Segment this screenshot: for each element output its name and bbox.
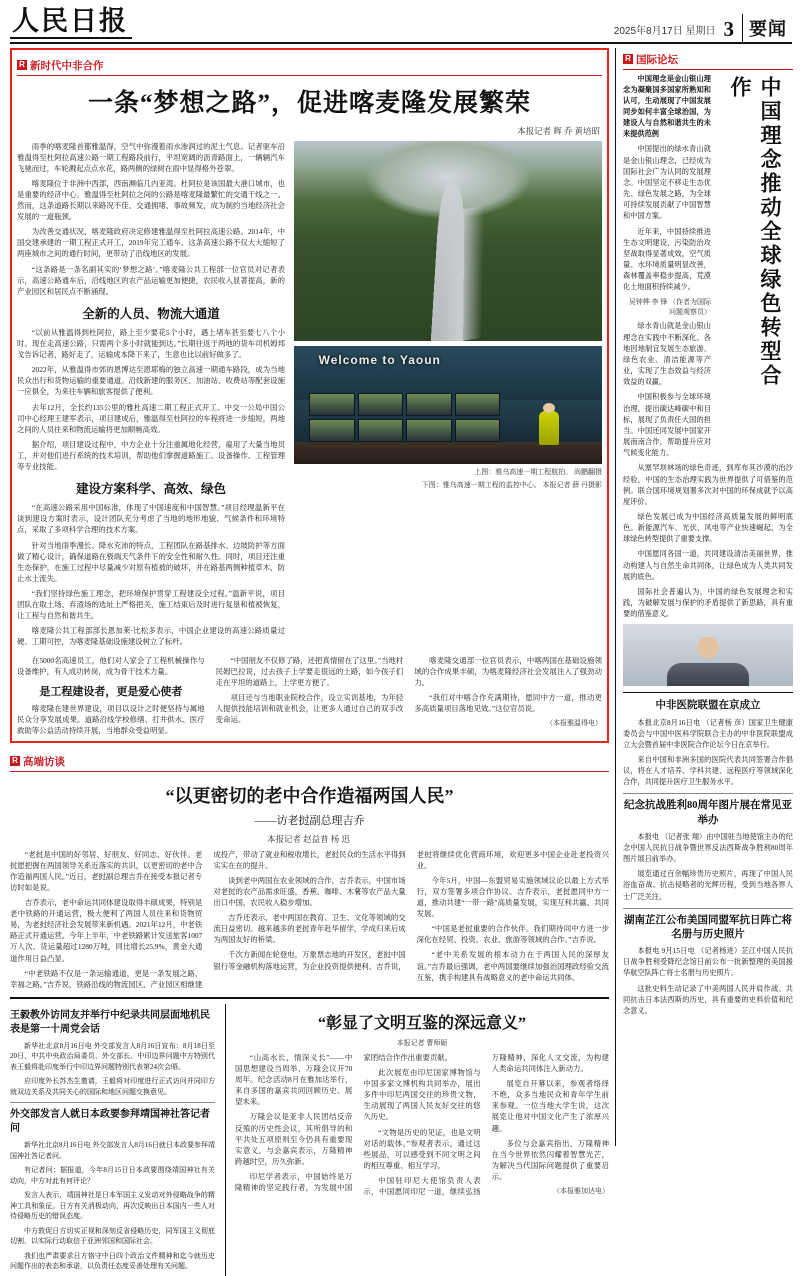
- publication-date: 2025年8月17日 星期日: [613, 25, 716, 37]
- sidebar-paragraph: 绿水青山就是金山银山理念在实践中不断深化。各地因地制宜发展生态旅游、绿色农业、清洁能源等产业，实现了生态效益与经济效益的双赢。: [623, 322, 711, 387]
- section-flag-gaoduanfangtan: [10, 754, 65, 769]
- flag-mark-icon: R: [623, 54, 633, 64]
- sidebar-paragraph: 中国愿同各国一道，共同建设清洁美丽世界，推动构建人与自然生命共同体，让绿色成为人类共同发展的底色。: [623, 550, 793, 581]
- bottom-mid-article: [225, 1004, 609, 1276]
- lead-paragraph: 去年12月，全长约135公里的雅杜高速二期工程正式开工。中交一公局中国公司中心经理王建军表示，项目建成后，雅温得至杜阿拉的车程将进一步缩短，两地之间的人员往来和物流运输将更加顺畅高效。: [17, 402, 285, 434]
- interview-paragraph: 吉乔还表示，老中两国在教育、卫生、文化等领域的交流日益密切。越来越多的老挝青年赴华留学，学成归来后成为两国友好的桥梁。: [213, 913, 406, 945]
- interview-flag-row: [10, 750, 609, 772]
- lead-article: [10, 48, 609, 743]
- sidebar-paragraph: 国际社会普遍认为，中国的绿色发展理念和实践，为破解发展与保护的矛盾提供了新思路，具有重要的借鉴意义。: [623, 587, 793, 619]
- monitor-screen: [406, 419, 451, 442]
- interview-paragraph: “中国是老挝重要的合作伙伴。我们期待同中方进一步深化在经贸、投资、农业、旅游等领域的合作。”吉乔说。: [416, 924, 609, 945]
- author-portrait-photo: [623, 624, 793, 686]
- bottom-mid-paragraph: 中国驻印尼大使馆负责人表示，中国愿同印尼一道，继续弘扬万隆精神，深化人文交流，为构建人类命运共同体注入新动力。: [363, 1052, 609, 1197]
- bottom-row: [10, 1004, 609, 1276]
- interview-paragraph: “老中关系发展的根本动力在于两国人民的深厚友谊。”吉乔最后强调，老中两国要继续加强治国理政经验交流互鉴，携手构建具有战略意义的老中命运共同体。: [416, 950, 609, 982]
- sidebar-paragraph: 近年来，中国持续推进生态文明建设，污染防治攻坚战取得显著成效，空气质量、水环境质量明显改善，森林覆盖率稳步提高，荒漠化土地面积持续减少。: [623, 227, 711, 292]
- hospital-item-headline: 中非医院联盟在京成立: [655, 700, 761, 712]
- brief-divider: [10, 1102, 215, 1103]
- lead-paragraph: “以前从雅温得到杜阿拉，路上至少要花5个小时，遇上堵车甚至要七八个小时。现在走高速公路，只需两个多小时就能到达。”长期往返于两地的货车司机姆邦戈告诉记者，路好走了，运输成本降下来了，生意也比以前好做多了。: [17, 327, 285, 360]
- sidebar-paragraph: 中国积极参与全球环境治理，提出碳达峰碳中和目标，展现了负责任大国的担当。中国还同发展中国家开展南南合作，帮助提升应对气候变化能力。: [623, 393, 711, 458]
- lead-paragraph: 喀麦隆位于非洲中西部，西南濒临几内亚湾。杜阿拉是该国最大港口城市，也是重要的经济中心。雅温得至杜阿拉之间的公路是喀麦隆最繁忙的交通干线之一。然而，这条道路长期以来路况不佳、交通拥堵、事故频发，成为制约当地经济社会发展的一道瓶颈。: [17, 178, 285, 222]
- interview-subhead: ——访老挝副总理吉乔: [254, 814, 365, 827]
- bottom-mid-paragraph: “山高水长，情深义长”——中国思想建设当周举、万隆会议开70周年。纪念活动8月在雅加达举行，来自多国的嘉宾共同回顾历史、展望未来。: [235, 1052, 353, 1107]
- hunan-item-body: 这批史料生动记录了中美两国人民并肩作战、共同抗击日本法西斯的历史，具有重要的史料价值和纪念意义。: [623, 984, 793, 1015]
- interview-paragraph: “老挝是中国的好邻居、好朋友、好同志、好伙伴。老挝愿把握在两国领导关系近落实的共识，以更密切的老中合作造福两国人民。”近日，老挝副总理吉乔在接受本报记者专访时如是说。: [10, 849, 203, 892]
- sidebar-divider: [623, 908, 793, 909]
- brief-dateline: 新华社北京8月16日电 外交部发言人8月16日就日本政要参拜靖国神社答记者问。: [10, 1141, 215, 1160]
- lead-lower-columns: [17, 655, 602, 737]
- interview-article: [10, 750, 609, 990]
- lead-paragraph: 喀麦隆交通部一位官员表示，中喀两国在基础设施领域的合作成果丰硕，为喀麦隆经济社会发展注入了强劲动力。: [414, 655, 602, 687]
- interview-headline: “以更密切的老中合作造福两国人民”: [165, 785, 454, 806]
- lead-paragraph: 喀麦隆公共工程部部长恩加莱·比松多表示，中国企业建设的高速公路质量过硬、工期可控，为喀麦隆基础设施建设树立了标杆。: [17, 626, 285, 647]
- photo-desk: [294, 442, 602, 463]
- hospital-item-dateline: 本报北京8月16日电 （记者杨 彦）国家卫生健康委员会与中国中医科学院联合主办的中非医院联盟成立大会暨首届中非医院合作论坛今日在京举行。: [623, 718, 793, 749]
- hunan-item-dateline: 本报电 9月15日电 （记者杨进）芷江中国人民抗日战争胜利受降纪念馆日前公布一批新整理的美国援华航空队阵亡将士名册与历史照片。: [623, 947, 793, 978]
- flag-mark-icon: R: [17, 60, 27, 70]
- bottom-mid-paragraph: 此次展览由印尼国家博物馆与中国多家文博机构共同举办，展出多件中印尼两国交往的珍贵文物，生动展现了两国人民友好交往的悠久历史。: [363, 1068, 481, 1122]
- monitor-screen: [406, 393, 451, 416]
- monitor-screen: [358, 393, 403, 416]
- bottom-mid-paragraph: 展览自开幕以来，参观者络绎不绝，众多当地民众和青年学生前来参观。一位当地大学生说，这次展览让他对中国文化产生了浓厚兴趣。: [491, 1079, 609, 1133]
- anniversary-item-body: 展览通过百余幅珍贵历史照片，再现了中国人民浴血奋战、抗击侵略者的光辉历程，受到当地各界人士广泛关注。: [623, 870, 793, 901]
- sidebar-title: 中国理念推动全球绿色转型合作: [728, 75, 782, 388]
- interview-paragraph: 千次方新闻在轮登电，万象票志地的开发区，老挝中国银行等金融机构落地运营，为企业投资提供便利。吉乔说，老挝将继续优化营商环境，欢迎更多中国企业赴老投资兴业。: [213, 849, 609, 971]
- welcome-sign-text: Welcome to Yaoun: [318, 352, 441, 367]
- monitor-screen: [309, 393, 354, 416]
- sidebar-lead-text: 中国理念是金山银山理念为凝聚国多国家所熟知和认可，生动展现了中国发展同步如何丰富全球治国，为建设人与自然和谐共生的未来提供范例: [623, 74, 711, 139]
- lead-paragraph: 雨季的喀麦隆首都雅温得，空气中弥漫着雨水渗润过的泥土气息。记者驱车沿雅温得至杜阿拉高速公路一期工程路段前行，平坦宽阔的沥青路面上，一辆辆汽车飞驰而过，车轮溅起点点水花，路两侧的绿树在雨中显得格外苍翠。: [17, 141, 285, 173]
- interview-columns: [10, 849, 609, 990]
- hospital-item-body: 来自中国和非洲多国的医院代表共同签署合作倡议，将在人才培养、学科共建、远程医疗等领域深化合作，共同提升医疗卫生服务水平。: [623, 756, 793, 787]
- bottom-mid-headline: “彰显了文明互鉴的深远意义”: [317, 1014, 526, 1032]
- brief-paragraph: 中方敦促日方切实正视和深刻反省侵略历史，同军国主义彻底切割，以实际行动取信于亚洲邻国和国际社会。: [10, 1226, 215, 1246]
- anniversary-item-dateline: 本报电 （记者张 翔）由中国驻当地使馆主办的纪念中国人民抗日战争暨世界反法西斯战争胜利80周年图片展日前举办。: [623, 832, 793, 864]
- lead-paragraph: “中国朋友不仅修了路，还把真情留在了这里。”当地村民姆巴拉说，过去孩子上学要走很远的土路，如今孩子们走在平坦的道路上，上学更方便了。: [215, 655, 404, 687]
- sidebar-paragraph: 从塞罕坝林场的绿色奇迹，到库布其沙漠的治沙经验，中国的生态治理实践为世界提供了可借鉴的范例。联合国环境规划署多次对中国的环保成就予以高度评价。: [623, 464, 793, 506]
- lead-byline: 本报记者 辉 乔 黄培昭: [517, 125, 600, 136]
- bottom-mid-paragraph: 万隆会议是亚非人民团结反帝反殖的历史性会议，其所倡导的和平共处五项原则至今仍具有重要现实意义。与会嘉宾表示，万隆精神跨越时空，历久弥新。: [235, 1112, 353, 1166]
- lead-paragraph: “在高速公路采用中国标准，体现了中国速度和中国智慧。”项目经理温新平在谈到建设方案时表示，设计团队充分考虑了当地的地形地貌、气候条件和环境特点，采取了多项科学合理的技术方案。: [17, 503, 285, 535]
- interview-paragraph: 吉乔表示，老中命运共同体建设取得丰硕成果，特别是老中铁路的开通运营，极大便利了两国人员往来和货物贸易，为老挝经济社会发展带来新机遇。2021年12月，中老铁路正式开通运营。今年上半年，中老铁路累计发送旅客1007万人次、货运量超过1280万吨，同比增长25.9%，黄金大通道作用日益凸显。: [10, 898, 203, 963]
- lead-paragraph: 项目还与当地职业院校合作，设立实训基地，为年轻人提供技能培训和就业机会，让更多人通过自己的双手改变命运。: [215, 692, 404, 725]
- lead-paragraph: 在5000名高速员工，他们对人家会了工程机械操作与设备维护，有人成功转岗，成为骨干技术力量。: [17, 655, 205, 676]
- section-flag-label: 新时代中非合作: [30, 59, 104, 72]
- masthead-right: [614, 6, 792, 44]
- lead-subhead-3: 是工程建设者，更是爱心使者: [39, 685, 183, 698]
- section-name-wrap: [742, 14, 792, 44]
- photo-caption-bottom: 下图：雅乌高速一期工程的监控中心。 本报记者 薛 丹摄影: [421, 480, 602, 489]
- sidebar-paragraph: 绿色发展已成为中国经济高质量发展的鲜明底色。新能源汽车、光伏、风电等产业快速崛起，为全球绿色转型提供了重要支撑。: [623, 512, 793, 544]
- interview-byline: 本报记者 赵益普 杨 迅: [267, 833, 350, 844]
- bottom-mid-byline: 本报记者 曹师砺: [396, 1038, 448, 1047]
- anniversary-item-headline: 纪念抗战胜利80周年图片展在常见亚举办: [624, 800, 792, 826]
- section-name: 要闻: [749, 19, 787, 39]
- section-divider: [10, 997, 609, 999]
- interview-paragraph: 谈到老中两国在农业领域的合作，吉乔表示，中国市场对老挝的农产品需求旺盛，香蕉、咖啡、木薯等农产品大量出口中国，农民收入稳步增加。: [213, 875, 406, 908]
- lead-paragraph: 据介绍，项目建设过程中，中方企业十分注重属地化经营，雇用了大量当地员工，并对他们进行系统的技术培训，帮助他们掌握道路施工、设备操作、工程管理等专业技能。: [17, 439, 285, 472]
- photo-caption-top: 上图：雅乌高速一期工程航拍。 尚鹏翻摄: [474, 467, 602, 476]
- lead-headline: 一条“梦想之路”，促进喀麦隆发展繁荣: [87, 89, 531, 117]
- flag-mark-icon: R: [10, 756, 20, 766]
- hunan-item-headline: 湖南芷江公布美国同盟军抗日阵亡将名册与历史照片: [624, 914, 792, 940]
- lead-paragraph: “我们对中喀合作充满期待，愿同中方一道，推动更多高质量项目落地见效。”这位官员说。: [414, 692, 602, 713]
- lead-paragraph: 2022年，从雅温得市郊的恩博达至恩耶梅的独立高速一期通车路段，成为当地民众出行和货物运输的重要通道。沿线新建的服务区、加油站、收费站等配套设施一应俱全，为来往车辆和旅客提供了便利。: [17, 365, 285, 397]
- sidebar-flag-row: [623, 48, 793, 70]
- sidebar-divider: [623, 692, 793, 693]
- lead-paragraph: “我们坚持绿色施工理念，把环境保护贯穿工程建设全过程。”温新平说，项目团队在取土场、弃渣场的选址上严格把关，施工结束后及时进行复垦和植被恢复，让工程与自然和谐共生。: [17, 589, 285, 621]
- lead-subhead-1: 全新的人员、物流大通道: [82, 306, 220, 321]
- sidebar-author-note: 吴钟桦 李 锋 （作者为国际问题观察员）: [628, 298, 711, 317]
- sidebar-divider: [623, 793, 793, 794]
- lead-subhead-2: 建设方案科学、高效、绿色: [75, 482, 226, 497]
- section-flag-label: 高端访谈: [23, 755, 65, 768]
- bottom-mid-paragraph: 多位与会嘉宾指出，万隆精神在当今世界依然闪耀着智慧光芒，为解决当代国际问题提供了重要启示。: [491, 1138, 609, 1181]
- section-flag-label: 国际论坛: [636, 53, 678, 66]
- bottom-mid-paragraph: “文物是历史的见证，也是文明对话的载体。”参观者表示，通过这些展品，可以感受到不同文明之间的相互尊重、相互学习。: [363, 1127, 481, 1170]
- photo-worker: [539, 411, 559, 445]
- brief-paragraph: 发言人表示，靖国神社是日本军国主义发动对外侵略战争的精神工具和象征。日方有关消极动向，再次反映出日本国内一些人对待侵略历史的错误态度。: [10, 1191, 215, 1221]
- brief-paragraph: 我们也严肃要求日方恪守中日四个政治文件精神和迄今就历史问题作出的表态和承诺，以负责任态度妥善处理有关问题。: [10, 1251, 215, 1271]
- lead-flag-row: [17, 54, 602, 76]
- lead-paragraph: 为改善交通状况，喀麦隆政府决定修建雅温得至杜阿拉高速公路。2014年，中国交建承建的一期工程正式开工，2019年完工通车。这条高速公路不仅大大缩短了两座城市之间的通行时间，更带动了沿线地区的发展。: [17, 227, 285, 259]
- monitor-screen: [358, 419, 403, 442]
- masthead: [10, 6, 792, 40]
- page-body: [10, 48, 793, 1271]
- monitor-screen: [455, 419, 501, 442]
- brief-headline: 外交部发言人就日本政要参拜靖国神社答记者问: [10, 1109, 210, 1135]
- brief-body: 应印度外长苏杰生邀请，王毅将对印度进行正式访问并同印方就双边关系及共同关心的国际和地区问题交换意见。: [10, 1077, 215, 1096]
- highway-photo: [294, 141, 602, 341]
- section-flag-xinshidai: [17, 58, 104, 73]
- newspaper-logo: 人民日报: [10, 6, 132, 39]
- lead-paragraph: “这条路是一条名副其实的‘梦想之路’。”喀麦隆公共工程部一位官员对记者表示，高速公路通车后，沿线地区的农产品运输更加便捷，农民收入显著提高，新的产业园区和居民点不断涌现。: [17, 264, 285, 296]
- bottom-mid-paragraph: 印尼学者表示，中国始终是万隆精神的坚定践行者，为发展中国家团结合作作出重要贡献。: [235, 1052, 453, 1193]
- section-flag-guojiluntan: [623, 52, 678, 67]
- brief-headline: 王毅教外访同友并举行中纪录共同层面地机民表是第一十周党会话: [10, 1009, 210, 1035]
- monitor-wall: [309, 393, 500, 443]
- bottom-mid-columns: [235, 1052, 609, 1197]
- bottom-left-briefs: [10, 1004, 215, 1276]
- monitor-screen: [309, 419, 354, 442]
- lead-paragraph: 针对当地雨季漫长、降水充沛的特点，工程团队在路基排水、边坡防护等方面做了精心设计，确保道路在极端天气条件下的安全性和耐久性。同时，项目还注重生态保护，在施工过程中尽量减少对原有植被的破坏，并在路基两侧种植草木，防止水土流失。: [17, 540, 285, 583]
- control-center-photo: [294, 346, 602, 464]
- interview-paragraph: 今年5月，中国—东盟贸易实施领域议论以最上方式举行，双方签署多项合作协议。吉乔表示，老挝愿同中方一道，推动共建“一带一路”高质量发展，实现互利共赢、共同发展。: [416, 875, 609, 919]
- sidebar-column: [615, 48, 793, 1146]
- sidebar-paragraph: 中国提出的绿水青山就是金山银山理念，已经成为国际社会广为认同的发展理念。中国坚定不移走生态优先、绿色发展之路，为全球可持续发展贡献了中国智慧和中国方案。: [623, 145, 711, 221]
- main-column: [10, 48, 609, 1271]
- lead-end-mark: （本报雅温得电）: [545, 719, 602, 728]
- bottom-mid-end-mark: （本报雅加达电）: [552, 1187, 609, 1196]
- monitor-screen: [455, 393, 501, 416]
- interview-paragraph: “中老铁路不仅是一条运输通道，更是一条发展之路、幸福之路。”吉乔说，铁路沿线的物流园区、产业园区相继建成投产，带动了就业和税收增长，老挝民众的生活水平得到实实在在的提升。: [10, 849, 406, 989]
- lead-paragraph: 喀麦隆在建世界建设，项目以设计之时便坚持与属地民众分享发展成果。道路沿线学校修缮、打井供水、医疗救助等公益活动持续开展，当地群众受益明显。: [17, 703, 205, 735]
- page-number: 3: [723, 16, 734, 41]
- brief-body: 有记者问：据报道，今年8月15日日本政要围绕靖国神社有关动向，中方对此有何评论？: [10, 1166, 215, 1185]
- brief-dateline: 新华社北京8月16日电 外交部发言人8月16日宣布：8月18日至20日，中共中央政治局委员、外交部长、中印边界问题中方特别代表王毅将赴印度举行中印边界问题特别代表第24次会晤。: [10, 1041, 215, 1071]
